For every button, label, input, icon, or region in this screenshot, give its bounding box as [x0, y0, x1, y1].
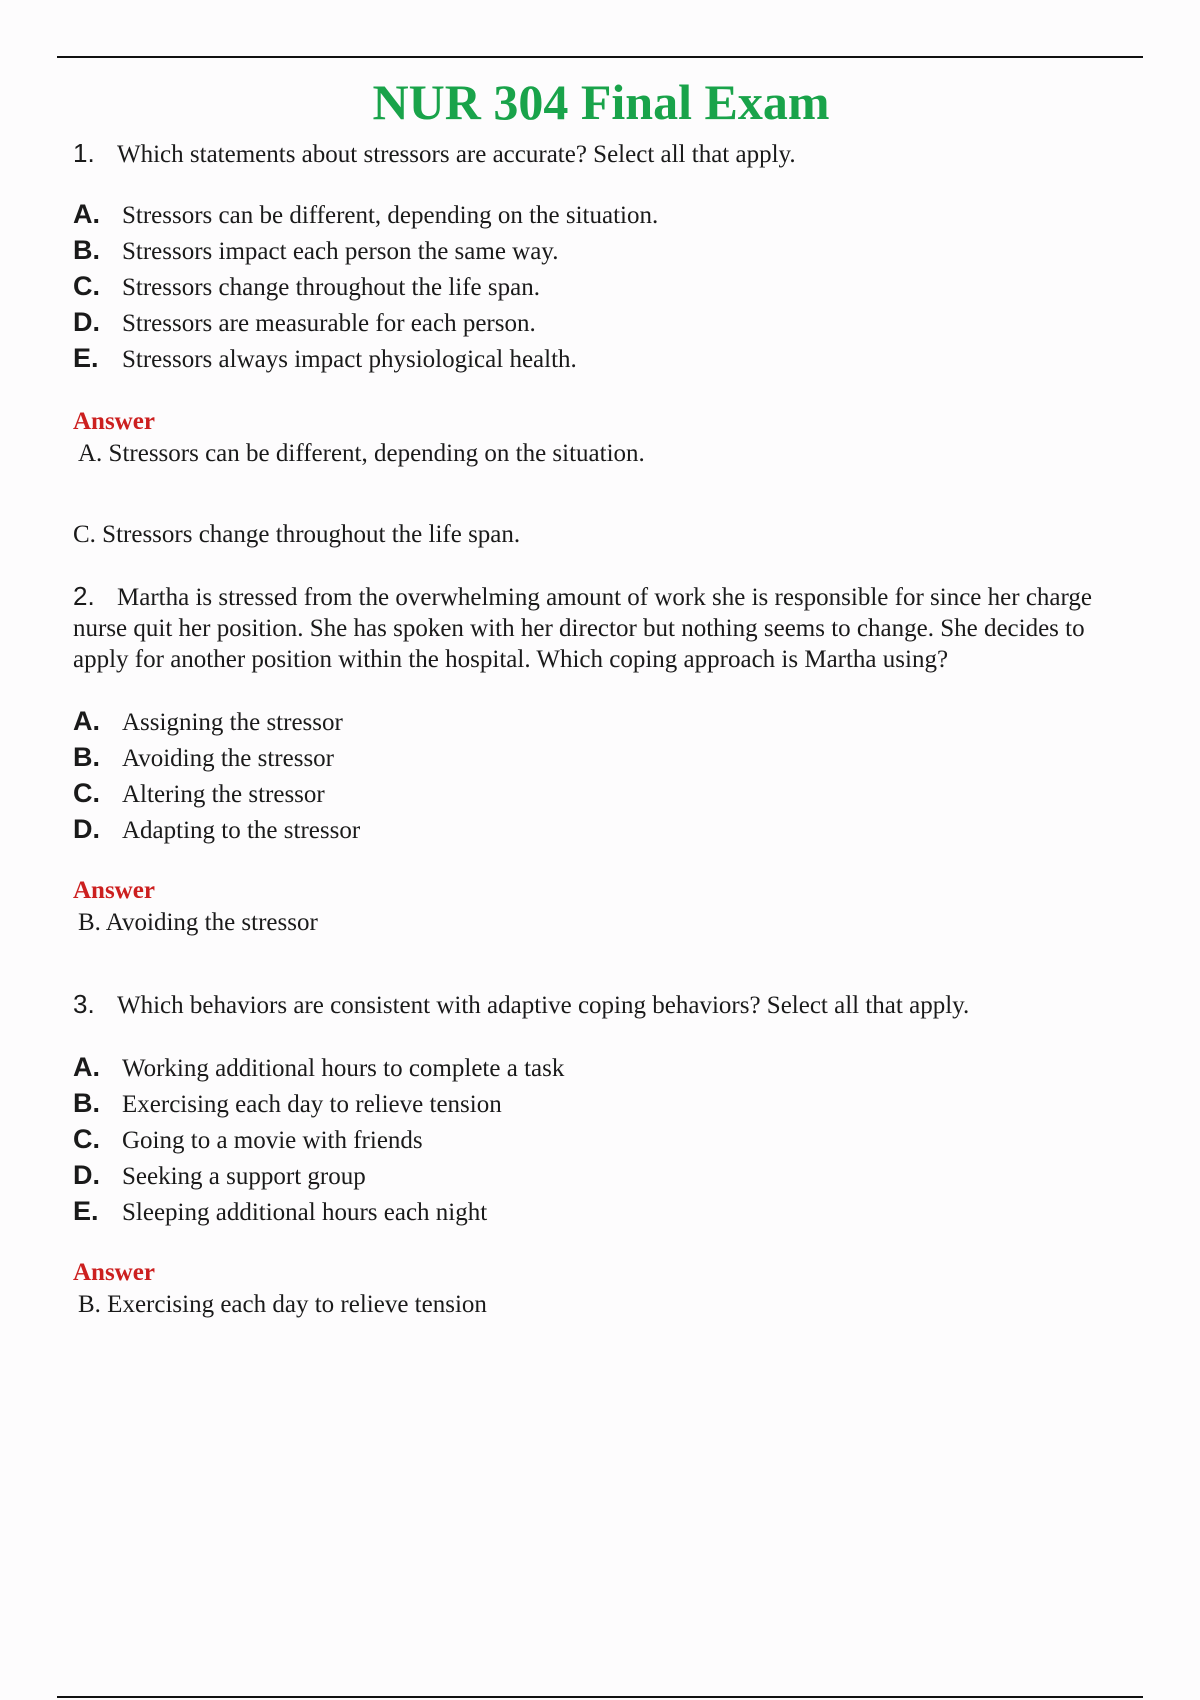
answer-text: C. Stressors change throughout the life span. — [73, 521, 521, 548]
option-letter: B. — [73, 1088, 100, 1118]
option-letter: A. — [73, 706, 100, 736]
option-list — [73, 703, 1145, 847]
option-c — [73, 775, 1145, 811]
exam-page — [73, 72, 1145, 1321]
question-text: Which statements about stressors are accurate? Select all that apply. — [117, 141, 796, 168]
question-number: 1. — [73, 138, 95, 168]
option-c — [73, 1121, 1145, 1157]
option-letter: C. — [73, 778, 100, 808]
option-text: Altering the stressor — [122, 781, 325, 808]
option-list — [73, 196, 1145, 376]
option-text: Stressors change throughout the life span. — [122, 274, 540, 301]
option-d — [73, 304, 1145, 340]
option-letter: B. — [73, 742, 100, 772]
option-text: Avoiding the stressor — [122, 745, 335, 772]
option-letter: D. — [73, 814, 100, 844]
question-1 — [73, 138, 1145, 551]
answer-heading: Answer — [73, 1259, 155, 1286]
option-a — [73, 196, 1145, 232]
option-text: Stressors are measurable for each person. — [122, 310, 536, 337]
option-b — [73, 232, 1145, 268]
option-a — [73, 703, 1145, 739]
option-b — [73, 1085, 1145, 1121]
option-c — [73, 268, 1145, 304]
option-text: Stressors always impact physiological health. — [122, 346, 577, 373]
option-d — [73, 811, 1145, 847]
option-letter: B. — [73, 235, 100, 265]
option-letter: E. — [73, 1196, 99, 1226]
option-letter: C. — [73, 1124, 100, 1154]
top-rule — [57, 56, 1143, 58]
option-letter: C. — [73, 271, 100, 301]
option-letter: D. — [73, 1160, 100, 1190]
question-stem — [73, 138, 1143, 170]
option-a — [73, 1049, 1145, 1085]
answer-text: B. Exercising each day to relieve tension — [78, 1291, 487, 1318]
answer-heading: Answer — [73, 877, 155, 904]
answer-text: B. Avoiding the stressor — [78, 909, 318, 936]
option-b — [73, 739, 1145, 775]
option-text: Exercising each day to relieve tension — [122, 1091, 502, 1118]
option-text: Stressors impact each person the same way. — [122, 238, 559, 265]
question-stem — [73, 989, 1143, 1021]
option-text: Working additional hours to complete a task — [122, 1055, 565, 1082]
question-text: Which behaviors are consistent with adaptive coping behaviors? Select all that apply. — [117, 992, 970, 1019]
option-e — [73, 340, 1145, 376]
question-3 — [73, 989, 1145, 1321]
option-list — [73, 1049, 1145, 1229]
option-text: Sleeping additional hours each night — [122, 1199, 488, 1226]
question-2 — [73, 581, 1145, 939]
option-text: Adapting to the stressor — [122, 817, 361, 844]
option-d — [73, 1157, 1145, 1193]
option-letter: D. — [73, 307, 100, 337]
option-text: Stressors can be different, depending on the situation. — [122, 202, 659, 229]
answer-text: A. Stressors can be different, depending on the situation. — [78, 440, 645, 467]
question-number: 2. — [73, 581, 95, 611]
page-title: NUR 304 Final Exam — [372, 74, 830, 130]
option-text: Going to a movie with friends — [122, 1127, 423, 1154]
question-text: Martha is stressed from the overwhelming amount of work she is responsible for since her charge nurse quit her position. She has spoken with her director but nothing seems to change. She decides to apply for another position within the hospital. Which coping approach is Martha using? — [73, 584, 1092, 673]
question-stem — [73, 581, 1143, 675]
option-text: Assigning the stressor — [122, 709, 343, 736]
option-letter: A. — [73, 1052, 100, 1082]
option-letter: E. — [73, 343, 99, 373]
question-number: 3. — [73, 989, 95, 1019]
bottom-rule — [57, 1696, 1143, 1698]
option-e — [73, 1193, 1145, 1229]
option-text: Seeking a support group — [122, 1163, 366, 1190]
option-letter: A. — [73, 199, 100, 229]
answer-heading: Answer — [73, 408, 155, 435]
